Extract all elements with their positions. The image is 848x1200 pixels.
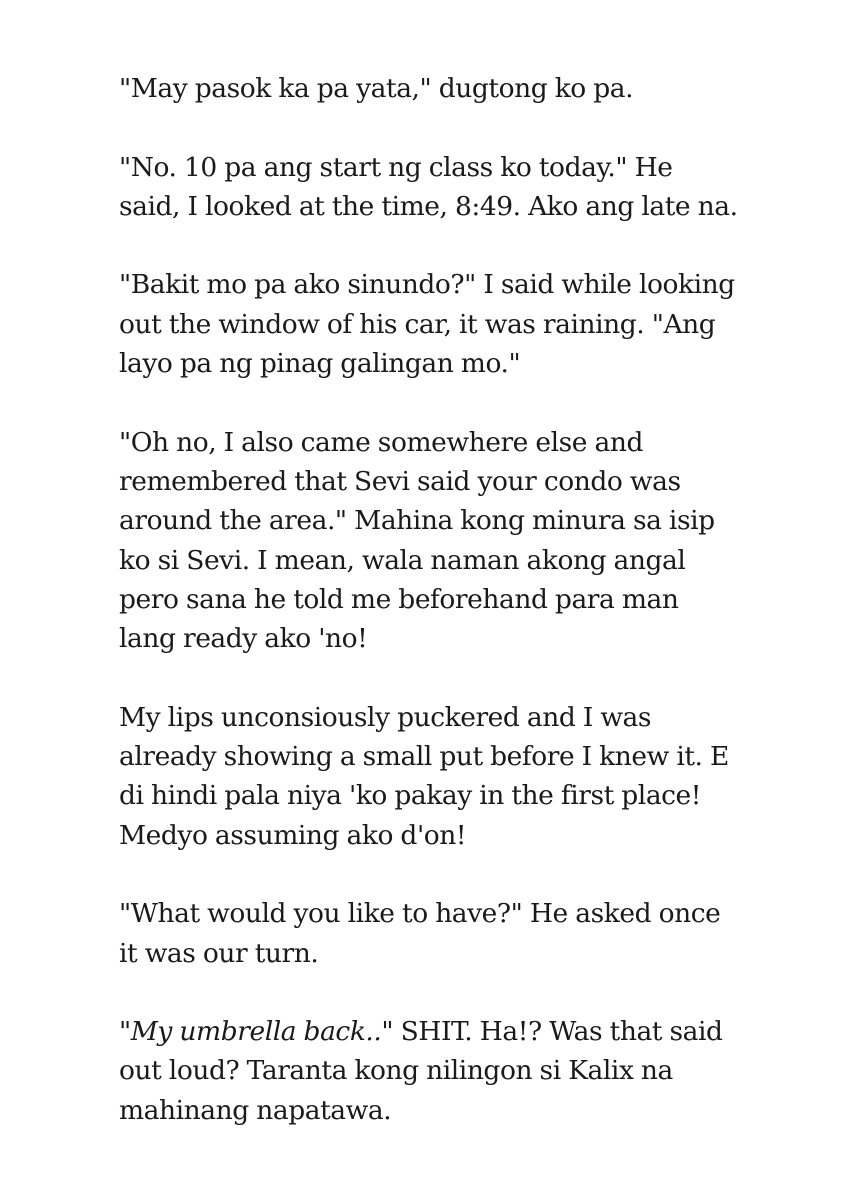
paragraph-7-rest: " SHIT. Ha!? Was that said out loud? Taranta kong nilingon si Kalix na mahinang napatawa. [119, 1016, 723, 1126]
document-page [119, 69, 739, 1130]
paragraph-4: "Oh no, I also came somewhere else and remembered that Sevi said your condo was around the area." Mahina kong minura sa isip ko si Sevi. I mean, wala naman akong angal pero sana he told me beforehand para man lang ready ako 'no! [119, 426, 715, 655]
paragraph-3: "Bakit mo pa ako sinundo?" I said while looking out the window of his car, it was raining. "Ang layo pa ng pinag galingan mo." [119, 269, 735, 380]
paragraph-1: "May pasok ka pa yata," dugtong ko pa. [119, 73, 634, 104]
paragraph-6: "What would you like to have?" He asked once it was our turn. [119, 898, 721, 969]
paragraph-7 [119, 1012, 739, 1130]
paragraph-2: "No. 10 pa ang start ng class ko today." He said, I looked at the time, 8:49. Ako ang late na. [119, 151, 738, 222]
open-quote: " [119, 1016, 131, 1048]
paragraph-5: My lips unconsiously puckered and I was already showing a small put before I knew it. E di hindi pala niya 'ko pakay in the first place! Medyo assuming ako d'on! [119, 701, 729, 851]
italic-phrase: My umbrella back.. [130, 1016, 382, 1048]
